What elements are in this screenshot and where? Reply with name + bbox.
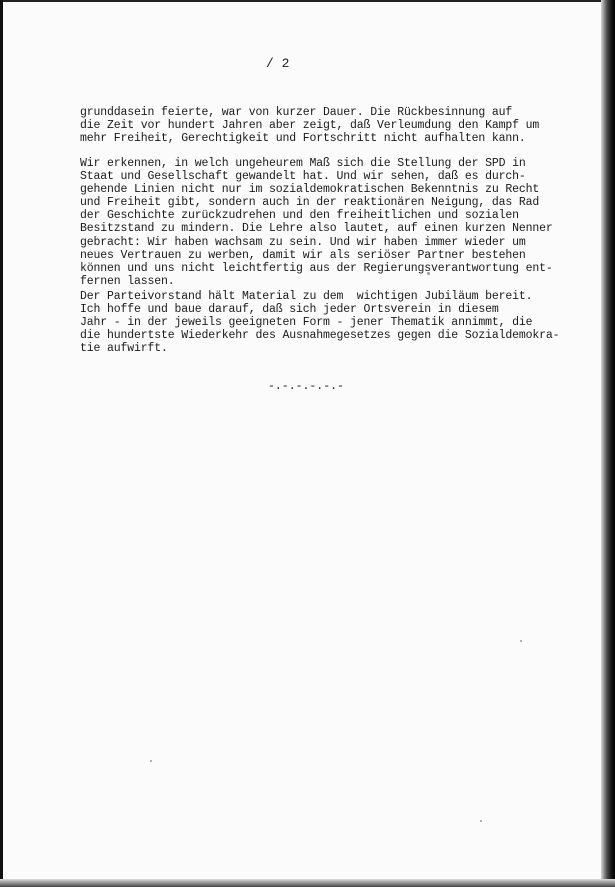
scan-edge-right — [601, 0, 615, 887]
text-line: mehr Freiheit, Gerechtigkeit und Fortschritt nicht aufhalten kann. — [80, 132, 526, 146]
text-line: neues Vertrauen zu werben, damit wir als seriöser Partner bestehen — [80, 248, 526, 262]
scan-speckle — [520, 640, 522, 642]
text-line: Besitzstand zu mindern. Die Lehre also lautet, auf einen kurzen Nenner — [80, 222, 553, 236]
scan-edge-bottom — [0, 879, 615, 887]
text-line: Ich hoffe und baue darauf, daß sich jeder Ortsverein in diesem — [80, 303, 499, 317]
section-separator: -.-.-.-.-.- — [268, 380, 344, 393]
paragraph-3 — [80, 290, 559, 355]
text-line: fernen lassen. — [80, 274, 175, 288]
page-number: / 2 — [266, 56, 290, 71]
text-line: Staat und Gesellschaft gewandelt hat. Und wir sehen, daß es durch- — [80, 170, 526, 184]
scan-speckle — [150, 760, 152, 762]
text-line: gebracht: Wir haben wachsam zu sein. Und wir haben immer wieder um — [80, 235, 526, 249]
text-line: Jahr - in der jeweils geeigneten Form - jener Thematik annimmt, die — [80, 316, 533, 330]
text-line: die hundertste Wiederkehr des Ausnahmegesetzes gegen die Sozialdemokra- — [80, 329, 560, 343]
scan-edge-left — [0, 0, 3, 887]
text-line: können und uns nicht leichtfertig aus der Regierungsverantwortung ent- — [80, 261, 553, 275]
scan-edge-top — [0, 0, 615, 2]
text-line: grunddasein feierte, war von kurzer Dauer. Die Rückbesinnung auf — [80, 106, 513, 119]
text-line: Der Parteivorstand hält Material zu dem wichtigen Jubiläum bereit. — [80, 290, 533, 303]
text-line: der Geschichte zurückzudrehen und den freiheitlichen und sozialen — [80, 209, 519, 223]
paragraph-1 — [80, 106, 539, 145]
text-line: und Freiheit gibt, sondern auch in der reaktionären Neigung, das Rad — [80, 196, 540, 210]
scan-speckle — [480, 820, 482, 822]
text-line: tie aufwirft. — [80, 342, 168, 356]
text-line: Wir erkennen, in welch ungeheurem Maß sich die Stellung der SPD in — [80, 157, 526, 170]
text-line: die Zeit vor hundert Jahren aber zeigt, daß Verleumdung den Kampf um — [80, 119, 540, 133]
text-line: gehende Linien nicht nur im sozialdemokratischen Bekenntnis zu Recht — [80, 183, 540, 197]
paragraph-2 — [80, 157, 553, 288]
